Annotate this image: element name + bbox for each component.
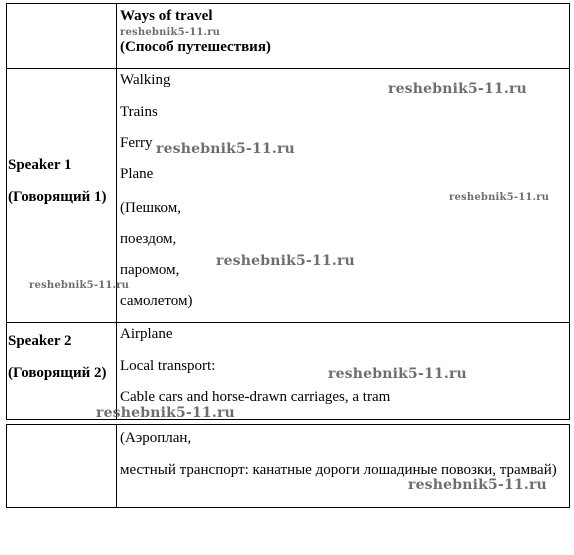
header-title: Ways of travel bbox=[120, 8, 213, 24]
speaker-1-label: Speaker 1 bbox=[8, 157, 72, 173]
table-border-bottom bbox=[6, 419, 570, 420]
list-item: Plane bbox=[120, 166, 154, 182]
speaker-2-label: Speaker 2 bbox=[8, 333, 72, 349]
watermark: reshebnik5-11.ru bbox=[388, 81, 527, 97]
speaker-1-label-ru: (Говорящий 1) bbox=[8, 189, 107, 205]
list-item: (Пешком, bbox=[120, 200, 182, 216]
header-subtitle: (Способ путешествия) bbox=[120, 39, 271, 55]
table-border-left bbox=[6, 3, 7, 420]
row-divider-2 bbox=[6, 322, 570, 323]
list-item: Airplane bbox=[120, 326, 173, 342]
table2-border-right bbox=[569, 424, 570, 508]
column-divider bbox=[116, 3, 117, 420]
speaker-2-label-ru: (Говорящий 2) bbox=[8, 365, 107, 381]
watermark: reshebnik5-11.ru bbox=[449, 192, 550, 203]
table-border-right bbox=[569, 3, 570, 420]
list-item: местный транспорт: канатные дороги лошадиные повозки, трамвай) bbox=[120, 462, 557, 478]
table2-border-top bbox=[6, 424, 570, 425]
list-item: поездом, bbox=[120, 231, 177, 247]
watermark: reshebnik5-11.ru bbox=[328, 366, 467, 382]
list-item: Trains bbox=[120, 104, 158, 120]
list-item: Cable cars and horse-drawn carriages, a tram bbox=[120, 389, 391, 405]
list-item: Walking bbox=[120, 72, 171, 88]
table2-border-bottom bbox=[6, 507, 570, 508]
list-item: (Аэроплан, bbox=[120, 430, 192, 446]
watermark: reshebnik5-11.ru bbox=[156, 141, 295, 157]
table-border-top bbox=[6, 3, 570, 4]
table2-column-divider bbox=[116, 424, 117, 508]
list-item: Ferry bbox=[120, 135, 153, 151]
table2-border-left bbox=[6, 424, 7, 508]
list-item: Local transport: bbox=[120, 358, 216, 374]
row-divider-1 bbox=[6, 68, 570, 69]
watermark: reshebnik5-11.ru bbox=[408, 477, 547, 493]
list-item: паромом, bbox=[120, 262, 180, 278]
watermark: reshebnik5-11.ru bbox=[29, 280, 130, 291]
watermark: reshebnik5-11.ru bbox=[96, 405, 235, 421]
list-item: самолетом) bbox=[120, 293, 193, 309]
watermark: reshebnik5-11.ru bbox=[216, 253, 355, 269]
header-watermark: reshebnik5-11.ru bbox=[120, 27, 221, 38]
